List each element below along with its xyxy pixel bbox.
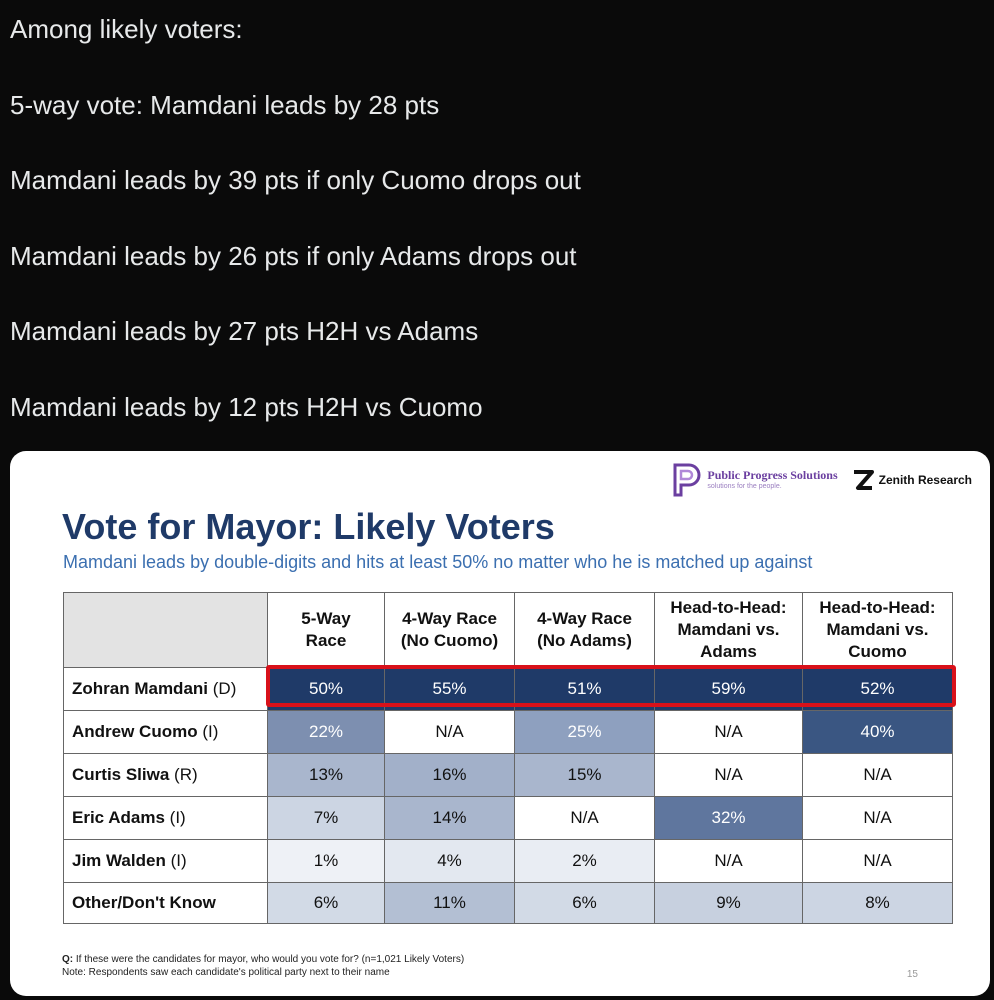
value-cell: 50% xyxy=(268,668,385,711)
value-cell: 13% xyxy=(268,754,385,797)
value-cell: 7% xyxy=(268,797,385,840)
column-header: 5-Way Race xyxy=(268,593,385,668)
table-row xyxy=(64,840,953,883)
tweet-text xyxy=(10,12,970,466)
value-cell: 6% xyxy=(268,883,385,924)
column-header: Head-to-Head: Mamdani vs. Cuomo xyxy=(803,593,953,668)
value-cell: 15% xyxy=(515,754,655,797)
pps-logo-icon xyxy=(671,463,701,497)
candidate-name: Jim Walden (I) xyxy=(64,840,268,883)
value-cell: N/A xyxy=(515,797,655,840)
value-cell: 16% xyxy=(385,754,515,797)
column-header: 4-Way Race (No Adams) xyxy=(515,593,655,668)
tweet-media-image[interactable] xyxy=(10,451,990,996)
table-row xyxy=(64,711,953,754)
table-row xyxy=(64,668,953,711)
candidate-name: Other/Don't Know xyxy=(64,883,268,924)
tweet-line: 5-way vote: Mamdani leads by 28 pts xyxy=(10,89,440,120)
value-cell: 14% xyxy=(385,797,515,840)
value-cell: 52% xyxy=(803,668,953,711)
tweet-line: Mamdani leads by 12 pts H2H vs Cuomo xyxy=(10,391,483,422)
value-cell: 9% xyxy=(655,883,803,924)
candidate-name: Andrew Cuomo (I) xyxy=(64,711,268,754)
table-header-row xyxy=(64,593,953,668)
poll-results-table xyxy=(63,592,953,924)
tweet-line: Mamdani leads by 26 pts if only Adams drops out xyxy=(10,240,577,271)
value-cell: N/A xyxy=(655,711,803,754)
value-cell: N/A xyxy=(803,797,953,840)
value-cell: 8% xyxy=(803,883,953,924)
pps-name: Public Progress Solutions xyxy=(707,468,838,482)
zenith-logo-icon xyxy=(852,470,874,490)
value-cell: 25% xyxy=(515,711,655,754)
candidate-name: Zohran Mamdani (D) xyxy=(64,668,268,711)
table-corner-cell xyxy=(64,593,268,668)
footnote-note: Note: Respondents saw each candidate's political party next to their name xyxy=(62,967,390,978)
zenith-name: Zenith Research xyxy=(878,473,972,487)
value-cell: 2% xyxy=(515,840,655,883)
tweet-line: Mamdani leads by 27 pts H2H vs Adams xyxy=(10,316,479,347)
candidate-name: Curtis Sliwa (R) xyxy=(64,754,268,797)
value-cell: N/A xyxy=(803,840,953,883)
value-cell: 51% xyxy=(515,668,655,711)
logo-group xyxy=(671,463,972,497)
value-cell: 4% xyxy=(385,840,515,883)
column-header: 4-Way Race (No Cuomo) xyxy=(385,593,515,668)
value-cell: 6% xyxy=(515,883,655,924)
page-number: 15 xyxy=(906,969,918,980)
footnote-question: If these were the candidates for mayor, who would you vote for? (n=1,021 Likely Voters) xyxy=(75,954,465,965)
pps-tagline: solutions for the people. xyxy=(707,483,782,490)
value-cell: N/A xyxy=(803,754,953,797)
value-cell: 40% xyxy=(803,711,953,754)
table-row xyxy=(64,883,953,924)
slide-subtitle: Mamdani leads by double-digits and hits at least 50% no matter who he is matched up against xyxy=(63,552,813,572)
column-header: Head-to-Head: Mamdani vs. Adams xyxy=(655,593,803,668)
value-cell: 55% xyxy=(385,668,515,711)
public-progress-solutions-logo xyxy=(671,463,837,497)
candidate-name: Eric Adams (I) xyxy=(64,797,268,840)
slide-title: Vote for Mayor: Likely Voters xyxy=(62,506,555,547)
table-row xyxy=(64,754,953,797)
footnote: Q: If these were the candidates for mayor, who would you vote for? (n=1,021 Likely Voters) Note: Respondents saw each candidate's political party next to their name xyxy=(62,954,465,978)
tweet-line: Mamdani leads by 39 pts if only Cuomo drops out xyxy=(10,165,581,196)
value-cell: 1% xyxy=(268,840,385,883)
value-cell: 22% xyxy=(268,711,385,754)
tweet-line: Among likely voters: xyxy=(10,14,243,44)
table-row xyxy=(64,797,953,840)
value-cell: 32% xyxy=(655,797,803,840)
value-cell: 59% xyxy=(655,668,803,711)
value-cell: N/A xyxy=(655,754,803,797)
value-cell: N/A xyxy=(385,711,515,754)
value-cell: N/A xyxy=(655,840,803,883)
zenith-research-logo xyxy=(852,470,972,490)
value-cell: 11% xyxy=(385,883,515,924)
